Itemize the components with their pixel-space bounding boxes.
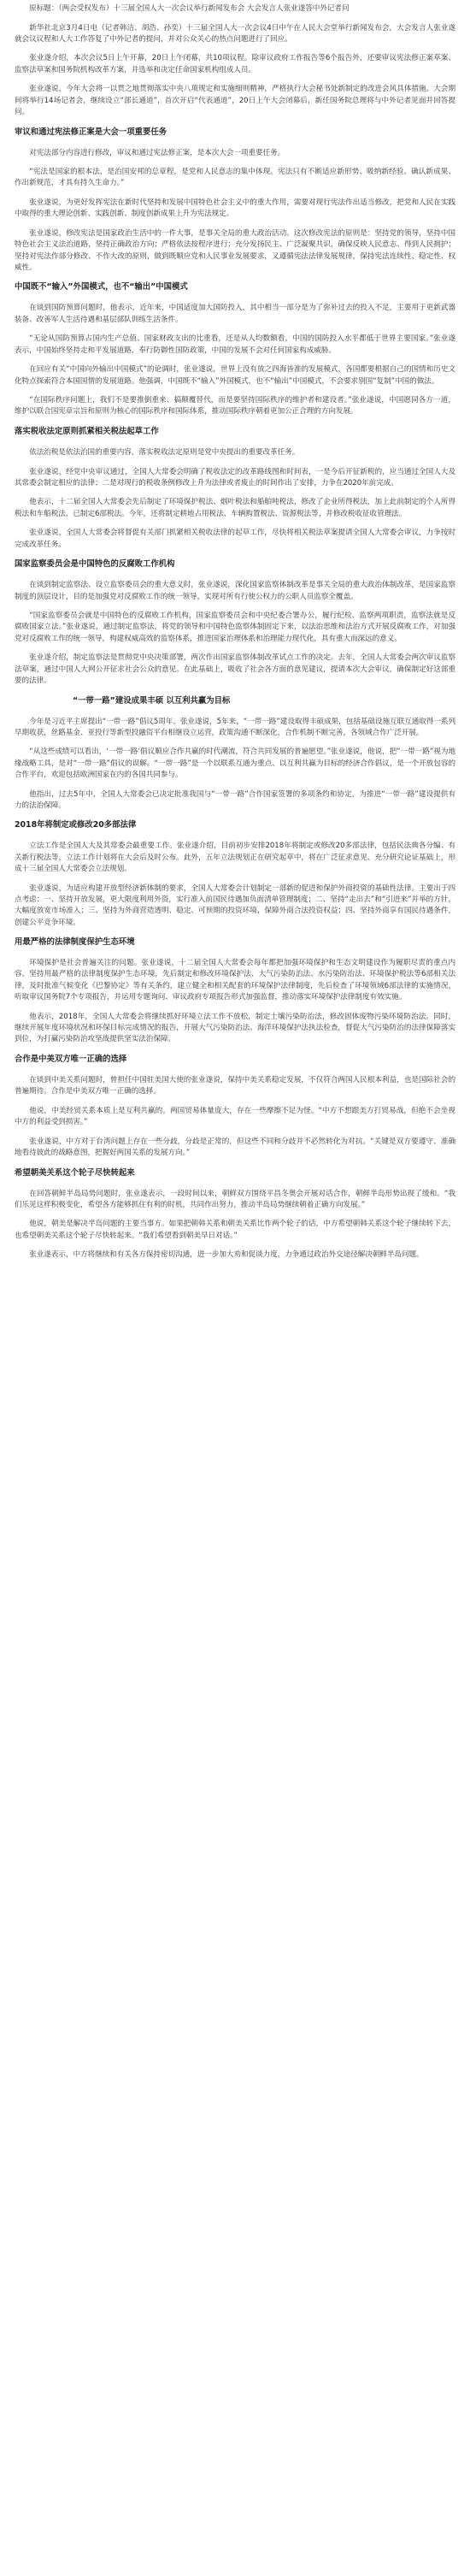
article-paragraph: 张业遂说，为适应构建开放型经济新体制的要求，全国人大常委会计划制定一部新的促进和保护外商投资的基础性法律。主要出于四点考虑：一、坚持开放发展，更大限度利用外资，实行准入前国民待遇加负面清单管理制度；二、坚持“走出去”和“引进来”并举的方针，大幅度放宽市场准入；三、坚持为外商营造透明、稳定、可预期的投资环境，保障外商合法投资权益；四、坚持外商享有国民待遇条件，创建公平竞争环境。: [15, 883, 455, 927]
section-heading: 中国既不“输入”外国模式，也不“输出”中国模式: [15, 282, 188, 292]
article-paragraph: 环境保护是社会普遍关注的问题。张业遂说，十二届全国人大常委会每年都把加强环境保护和生态文明建设作为履职尽责的重点内容。坚持用最严格的法律制度保护生态环境，先后制定和修改环境保护法、大气污染防治法、水污染防治法、环境保护税法等6部相关法律，及时批准气候变化《巴黎协定》等有关条约，建立健全和相关配套的环境保护法律制度，先后检查了环境领域6部法律的实施情况，听取审议国务院7个专项报告，并运用专题询问、审议政府专项报告形式加强监督，推动落实环境保护法律制度有效实施。: [15, 959, 455, 1002]
article-paragraph: 依法治税是依法治国的重要内容，落实税收法定原则是党中央提出的重要改革任务。: [29, 447, 300, 457]
section-heading: 2018年将制定或修改20多部法律: [15, 820, 137, 830]
article-paragraph: “从这些成绩可以看出，‘一带一路’倡议顺应合作共赢的时代潮流，符合共同发展的普遍愿望。”张业遂说，他说，把“一带一路”视为地缘战略工具，是对“一带一路”倡议的误解。“一带一路”是一个以联系互通为重点、以互利共赢为目标的经济合作倡议，是一个开放包容的合作平台，欢迎包括欧洲国家在内的各国共同参与。: [15, 747, 455, 779]
article-paragraph: “宪法是国家的根本法，是治国安邦的总章程，是党和人民意志的集中体现。宪法只有不断适应新形势、吸纳新经验、确认新成果、作出新规范，才具有持久生命力。”: [15, 168, 455, 188]
article-paragraph: “在国际秩序问题上，我们不是要推倒重来、搞颠覆替代，而是要坚持国际秩序的维护者和建设者。”张业遂说，中国愿同各方一道，维护以联合国宪章宗旨和原则为核心的国际秩序和国际体系，推动国际秩序朝着更加公正合理的方向发展。: [15, 396, 455, 417]
article-paragraph: 今年是习近平主席提出“一带一路”倡议5周年。张业遂说，5年来，“一带一路”建设取得丰硕成果，包括基础设施互联互通取得一系列早期收获，丝路基金、亚投行等新型投融资平台相继设立运营，政策沟通不断深化，合作机制不断完善，各领域合作广泛开展。: [15, 717, 455, 737]
article-paragraph: 张业遂说，中方对于台湾问题上存在一些分歧，分歧是正常的，但这些不同和分歧并不必然转化为对抗。“关键是双方要遵守、准确地看待彼此的战略意图，把握好两国关系的发展方向。”: [15, 1137, 455, 1157]
article-paragraph: 立法工作是全国人大及其常委会最重要工作。张业遂介绍，目前初步安排2018年将制定或修改20多部法律，包括民法典各分编、有关新行税法等，立法工作计划将在大会后及时公布。此外，五年立法规划正在研究起草中，将在广泛征求意见、充分研究论证基础上，形成十三届全国人大常委会立法规划。: [15, 842, 455, 874]
article-paragraph: “国家监察委员会就是中国特色的反腐败工作机构，国家监察委员会和中央纪委合署办公，履行纪检、监察两项职责，监察法就是反腐败国家立法。”张业遂说，通过制定监察法，将党的领导和中国特色监察体制固定下来，以法治思维和法治方式开展反腐败工作，对加强党对反腐败工作的统一领导，构建权威高效的监察体系，推进国家治理体系和治理能力现代化，具有重大而深远的意义。: [15, 612, 455, 643]
article-paragraph: 他表示，2018年，全国人大常委会将继续抓好环境立法工作不放松，制定土壤污染防治法，修改固体废物污染环境防治法。同时，继续开展年度环境状况和环保目标完成情况的报告，开展大气污染防治法、海洋环境保护法执法检查，督促大气污染防治的法律保障落实到位，为打赢污染防治攻坚战提供坚实法治保障。: [15, 1012, 455, 1044]
section-heading: 国家监察委员会是中国特色的反腐败工作机构: [15, 559, 175, 570]
section-heading: 希望朝美关系这个轮子尽快转起来: [15, 1167, 135, 1178]
article-paragraph: 他说，朝美是解决半岛问题的主要当事方。如果把朝韩关系和朝美关系比作两个轮子的话，中方希望朝韩关系这个轮子继续转下去，也希望朝美关系这个轮子尽快转起来。“我们希望看到朝美早日对话。”: [15, 1220, 455, 1240]
article-paragraph: 张业遂介绍，制定监察法是贯彻党中央决策部署，两次作出国家监察体制改革试点工作的决定。去年，全国人大常委会两次审议监察法草案，通过中国人大网公开征求社会公众的意见。在此基础上，吸收了社会各方面的意见建议，提请本次大会审议，确保制定好这部重要的法律。: [15, 653, 455, 685]
article-paragraph: 张业遂说，经党中央审议通过，全国人大常委会明确了税收法定的改革路线图和时间表，一是今后开征新税的，应当通过全国人大及其常委会制定相应的法律；二是对现行的税收条例修改上升为法律或者废止的时间作出了安排，力争在2020年前完成。: [15, 467, 455, 487]
article-paragraph: 新华社北京3月4日电（记者韩洁、胡浩、孙奕）十三届全国人大一次会议4日中午在人民大会堂举行新闻发布会，大会发言人张业遂就会议议程和人大工作答复了中外记者的提问，并对公众关心的热点问题进行了回应。: [15, 23, 455, 44]
article-paragraph: 张业遂说，修改宪法是国家政治生活中的一件大事，是事关全局的重大政治活动。这次修改宪法的原则是：坚持党的领导，坚持中国特色社会主义法治道路，坚持正确政治方向；严格依法按程序进行；充分发扬民主、广泛凝聚共识，确保反映人民意志、得到人民拥护；坚持对宪法作部分修改、不作大改的原则，做到既顺应党和人民事业发展要求，又遵循宪法法律发展规律，保持宪法连续性、稳定性、权威性。: [15, 228, 455, 272]
article-paragraph: “无论从国防预算占国内生产总值、国家财政支出的比重看，还是从人均数额看，中国的国防投入水平都低于世界主要国家。”张业遂表示，中国始终坚持走和平发展道路，奉行防御性国防政策，中国的发展不会对任何国家构成威胁。: [15, 334, 455, 355]
article-paragraph: 在谈到国防预算问题时，他表示，近年来，中国适度加大国防投入，其中相当一部分是为了弥补过去的投入不足，主要用于更新武器装备、改善军人生活待遇和基层部队训练生活条件。: [15, 304, 455, 324]
article-paragraph: 在回应有关“中国向外输出中国模式”的论调时，张业遂说，世界上没有放之四海皆准的发展模式，各国都要根据自己的国情和历史文化特点探索符合本国国情的发展道路。他强调，中国既不“输入”外国模式，也不“输出”中国模式，不会要求别国“复制”中国的做法。: [15, 365, 455, 386]
article-paragraph: 张业遂说，全国人大常委会将督促有关部门抓紧相关税收法律的起草工作，尽快将相关税法草案提请全国人大常委会审议，力争按时完成改革任务。: [15, 529, 455, 549]
section-heading: 审议和通过宪法修正案是大会一项重要任务: [15, 127, 167, 137]
article-paragraph: 在谈到中美关系问题时，曾担任中国驻美国大使的张业遂说，保持中美关系稳定发展，不仅符合两国人民根本利益，也是国际社会的普遍期待。合作是中美双方唯一正确的选择。: [15, 1075, 455, 1096]
article-body: [0, 0, 470, 1269]
article-paragraph: 张业遂说，为更好发挥宪法在新时代坚持和发展中国特色社会主义中的重大作用，需要对现行宪法作出适当修改，把党和人民在实践中取得的重大理论创新、实践创新、制度创新成果上升为宪法规定。: [15, 198, 455, 219]
original-title-paragraph: 原标题：（两会受权发布）十三届全国人大一次会议举行新闻发布会 大会发言人张业遂答中外记者问: [29, 4, 350, 13]
article-paragraph: 他表示，十二届全国人大常委会先后制定了环境保护税法、烟叶税法和船舶吨税法，修改了企业所得税法，加上此前制定的个人所得税法和车船税法，已制定6部税法。今年，还将制定耕地占用税法、车辆购置税法、资源税法等，并修改税收征收管理法。: [15, 498, 455, 518]
section-heading: 落实税收法定原则抓紧相关税法起草工作: [15, 426, 159, 436]
article-paragraph: 他说，中美经贸关系本质上是互利共赢的。两国贸易体量庞大，存在一些摩擦不足为怪。“中方不想跟美方打贸易战，但绝不会坐视中方的利益受到损害。”: [15, 1106, 455, 1127]
section-heading: 合作是中美双方唯一正确的选择: [15, 1054, 127, 1064]
article-paragraph: 对宪法部分内容进行修改，审议和通过宪法修正案，是本次大会一项重要任务。: [29, 148, 285, 157]
article-paragraph: 张业遂介绍，本次会议5日上午开幕，20日上午闭幕，共10项议程。除审议政府工作报告等6个报告外，还要审议宪法修正案草案、监察法草案和国务院机构改革方案，并选举和决定任命国家机构组成人员。: [15, 54, 455, 74]
article-paragraph: 张业遂说，今年大会将一以贯之地贯彻落实中央八项规定和实施细则精神，严格执行大会秘书处新制定的改进会风具体措施。大会期间将举行14场记者会，继续设立“部长通道”，首次开启“代表通道”，20日上午大会闭幕后，新任国务院总理将与中外记者见面并回答提问。: [15, 85, 455, 116]
section-heading: 用最严格的法律制度保护生态环境: [15, 937, 135, 948]
article-paragraph: 他指出，过去5年中，全国人大常委会已决定批准我国与“一带一路”合作国家签署的多项条约和协定，为推进“一带一路”建设提供有力的法治保障。: [15, 789, 455, 810]
article-paragraph: 在谈到制定监察法、设立监察委员会的重大意义时，张业遂说，深化国家监察体制改革是事关全局的重大政治体制改革，是国家监察制度的顶层设计，目的是加强党对反腐败工作的统一领导，实现对所有行使公权力的公职人员监察全覆盖。: [15, 581, 455, 601]
article-paragraph: 在回答朝鲜半岛局势问题时，张业遂表示，一段时间以来，朝鲜双方围绕平昌冬奥会开展对话合作，朝鲜半岛形势出现了缓和。“我们乐见这样积极变化，希望各方能够抓住有利的时机，共同作出努力，推动半岛局势继续朝着正确方向发展。”: [15, 1189, 455, 1209]
article-paragraph: 张业遂表示，中方将继续和有关各方保持密切沟通，进一步加大劝和促谈力度，力争通过政治外交途径解决朝鲜半岛问题。: [29, 1250, 424, 1260]
section-heading: “一带一路”建设成果丰硕 以互利共赢为目标: [73, 695, 231, 706]
